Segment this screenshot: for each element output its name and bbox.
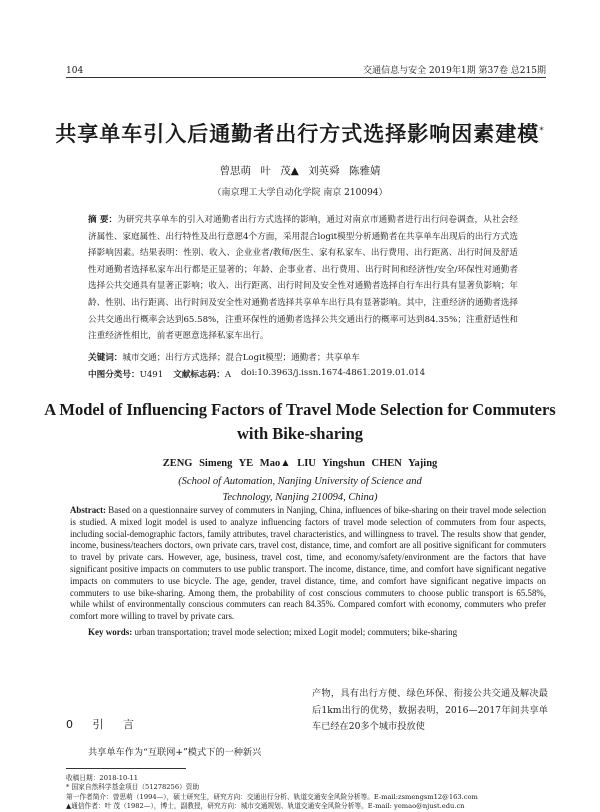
english-keywords bbox=[88, 627, 546, 637]
clc-number bbox=[88, 368, 163, 380]
chinese-title-text: 共享单车引入后通勤者出行方式选择影响因素建模 bbox=[55, 122, 540, 146]
running-header bbox=[66, 62, 546, 76]
footnote-corresponding-author: ▲通信作者：叶 茂（1982—），博士，副教授，研究方向：城市交通规划、轨道交通安全风险分析等。E-mail: yemao@njust.edu.cn bbox=[66, 802, 465, 811]
english-authors: ZENG Simeng YE Mao▲ LIU Yingshun CHEN Yajing bbox=[162, 458, 438, 469]
footnote-received: 收稿日期：2018-10-11 bbox=[66, 774, 138, 782]
chinese-affiliation: （南京理工大学自动化学院 南京 210094） bbox=[212, 188, 388, 198]
classification-line bbox=[88, 368, 560, 380]
chinese-authors: 曾思萌 叶 茂▲ 刘英舜 陈雅婧 bbox=[219, 165, 381, 177]
section-title: 引 言 bbox=[92, 718, 134, 731]
chinese-abstract bbox=[88, 212, 518, 345]
footnote-funding: * 国家自然科学基金项目（51278256）资助 bbox=[66, 783, 200, 792]
footnote-first-author: 第一作者简介：曾思萌（1994—），硕士研究生，研究方向：交通出行分析、轨道交通安全风险分析等。E-mail:zsmengsm12@163.com bbox=[66, 792, 478, 801]
chinese-abstract-label: 摘 要： bbox=[88, 215, 118, 225]
chinese-keywords bbox=[88, 351, 518, 363]
english-affiliation-line-1: (School of Automation, Nanjing University of Science and bbox=[178, 476, 422, 487]
english-title: A Model of Influencing Factors of Travel Mode Selection for Commuters with Bike-sharing bbox=[44, 400, 556, 443]
doi: doi:10.3963/j.issn.1674-4861.2019.01.014 bbox=[241, 368, 426, 378]
header-rule bbox=[66, 77, 546, 78]
english-abstract bbox=[70, 505, 546, 623]
english-affiliation bbox=[0, 474, 600, 506]
clc-value: U491 bbox=[139, 370, 164, 380]
english-affiliation-line-2: Technology, Nanjing 210094, China) bbox=[222, 492, 378, 503]
doc-code-value: A bbox=[224, 370, 232, 380]
english-keywords-text: urban transportation; travel mode selection; mixed Logit model; commuters; bike-sharing bbox=[134, 627, 458, 637]
body-left-column: 共享单车作为“互联网+”模式下的一种新兴 bbox=[88, 747, 262, 758]
section-heading bbox=[66, 716, 134, 732]
page-number: 104 bbox=[66, 66, 84, 76]
clc-label: 中图分类号： bbox=[88, 370, 140, 380]
footnotes bbox=[66, 774, 546, 812]
chinese-keywords-label: 关键词： bbox=[88, 353, 123, 363]
doc-code-label: 文献标志码： bbox=[173, 370, 225, 380]
journal-info: 交通信息与安全 2019年1期 第37卷 总215期 bbox=[363, 66, 546, 76]
chinese-keywords-text: 城市交通；出行方式选择；混合Logit模型；通勤者；共享单车 bbox=[122, 353, 360, 363]
footnote-rule bbox=[66, 768, 186, 769]
english-abstract-text: Based on a questionnaire survey of commuters in Nanjing, China, influences of bike-sharing on their travel mode selection is studied. A mixed logit model is used to analyze influencing factors of travel mode selection of commuters from four aspects, including social-demographic factors, family attributes, travel characteristics, and willingness to travel. The results show that gender, income, business/teachers doctors, own private cars, travel cost, distance, time, and comfort are all positive significant for commuters to travel by private cars. However, age, business, travel cost, time, and economy/safety/environment are the factors that have significant positive impacts on commuters to use public transport. The income, distance, time, and comfort have significant negative impacts on commuters to use bicycle. The age, gender, travel distance, time, and comfort have significant negative impacts on commuters to use bike-sharing. Among them, the probability of cost conscious commuters to choose public transport is 65.58%, while whilst of environmentally conscious commuters can reach 84.35%. Compared comfort with economy, commuters who prefer comfort more willing to travel by private cars. bbox=[70, 505, 547, 622]
english-keywords-label: Key words: bbox=[88, 627, 133, 637]
english-abstract-label: Abstract: bbox=[70, 505, 106, 515]
chinese-abstract-text: 为研究共享单车的引入对通勤者出行方式选择的影响，通过对南京市通勤者进行出行问卷调查，从社会经济属性、家庭属性、出行特性及出行意愿4个方面，采用混合logit模型分析通勤者在共享单车出现后的出行方式选择影响因素。结果表明：性别、收入、企业业者/教师/医生、家有私家车、出行费用、出行距离、出行时间及舒适性对通勤者选择私家车出行都是正显著的；年龄、企事业者、出行费用、出行时间和经济性/安全/环保性对通勤者选择公共交通具有显著正影响；收入、出行距离、出行时间及安全性对通勤者选择自行车出行具有显著负影响；年龄、性别、出行距离、出行时间及安全性对通勤者选择共享单车出行具有显著影响。其中，注重经济的通勤者选择公共交通出行概率会达到65.58%，注重环保性的通勤者选择公共交通出行的概率可达到84.35%；注重舒适性和注重经济性相比，前者更愿意选择私家车出行。 bbox=[88, 215, 518, 342]
document-code bbox=[173, 368, 231, 380]
section-number: 0 bbox=[66, 718, 73, 731]
title-footnote-mark: * bbox=[539, 126, 545, 136]
chinese-title bbox=[40, 118, 560, 148]
body-right-column: 产物，具有出行方便、绿色环保、衔接公共交通及解决最后1km出行的优势，数据表明，2016—2017年间共享单车已经在20多个城市投放使 bbox=[312, 688, 548, 732]
